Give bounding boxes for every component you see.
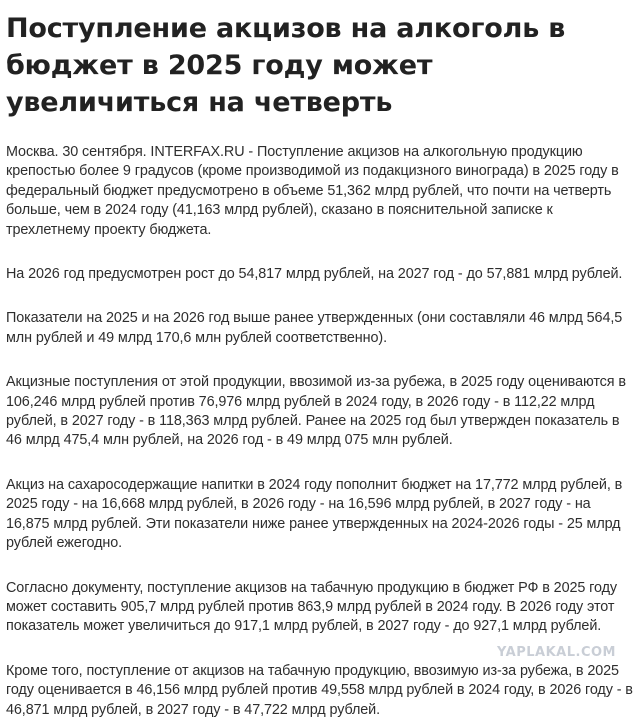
article-paragraph: На 2026 год предусмотрен рост до 54,817 млрд рублей, на 2027 год - до 57,881 млрд рублей. <box>6 266 623 283</box>
article-paragraph: Москва. 30 сентября. INTERFAX.RU - Поступление акцизов на алкогольную продукцию крепостью более 9 градусов (кроме производимой из подакцизного винограда) в 2025 году в федеральный бюджет предусмотрено в объеме 51,362 млрд рублей, что почти на четверть больше, чем в 2024 году (41,163 млрд рублей), сказано в пояснительной записке к трехлетнему проекту бюджета. <box>6 144 619 238</box>
article-paragraph: Кроме того, поступление от акцизов на табачную продукцию, ввозимую из-за рубежа, в 2025 году оценивается в 46,156 млрд рублей против 49,558 млрд рублей в 2024 году, в 2026 году - в 46,871 млрд рублей, в 2027 году - в 47,722 млрд рублей. <box>6 662 633 718</box>
site-watermark: YAPLAKAL.COM <box>497 645 616 660</box>
article <box>6 0 634 720</box>
article-paragraph: Акциз на сахаросодержащие напитки в 2024 году пополнит бюджет на 17,772 млрд рублей, в 2025 году - на 16,668 млрд рублей, в 2026 году - на 16,596 млрд рублей, в 2027 году - на 16,875 млрд рублей. Эти показатели ниже ранее утвержденных на 2024-2026 годы - 25 млрд рублей ежегодно. <box>6 476 623 552</box>
article-paragraph: Показатели на 2025 и на 2026 год выше ранее утвержденных (они составляли 46 млрд 564,5 млн рублей и 49 млрд 170,6 млн рублей соответственно). <box>6 310 623 346</box>
article-headline: Поступление акцизов на алкоголь в бюджет в 2025 году может увеличиться на четверть <box>6 13 566 118</box>
article-paragraph: Акцизные поступления от этой продукции, ввозимой из-за рубежа, в 2025 году оцениваются в 106,246 млрд рублей против 76,976 млрд рублей в 2024 году, в 2026 году - в 112,22 млрд рублей, в 2027 году - в 118,363 млрд рублей. Ранее на 2025 год был утвержден показатель в 46 млрд 475,4 млн рублей, на 2026 год - в 49 млрд 075 млн рублей. <box>6 374 626 449</box>
article-paragraph: Согласно документу, поступление акцизов на табачную продукцию в бюджет РФ в 2025 году может составить 905,7 млрд рублей против 863,9 млрд рублей в 2024 году. В 2026 году этот показатель может увеличиться до 917,1 млрд рублей, в 2027 году - до 927,1 млрд рублей. <box>6 579 617 635</box>
article-body <box>6 143 634 720</box>
